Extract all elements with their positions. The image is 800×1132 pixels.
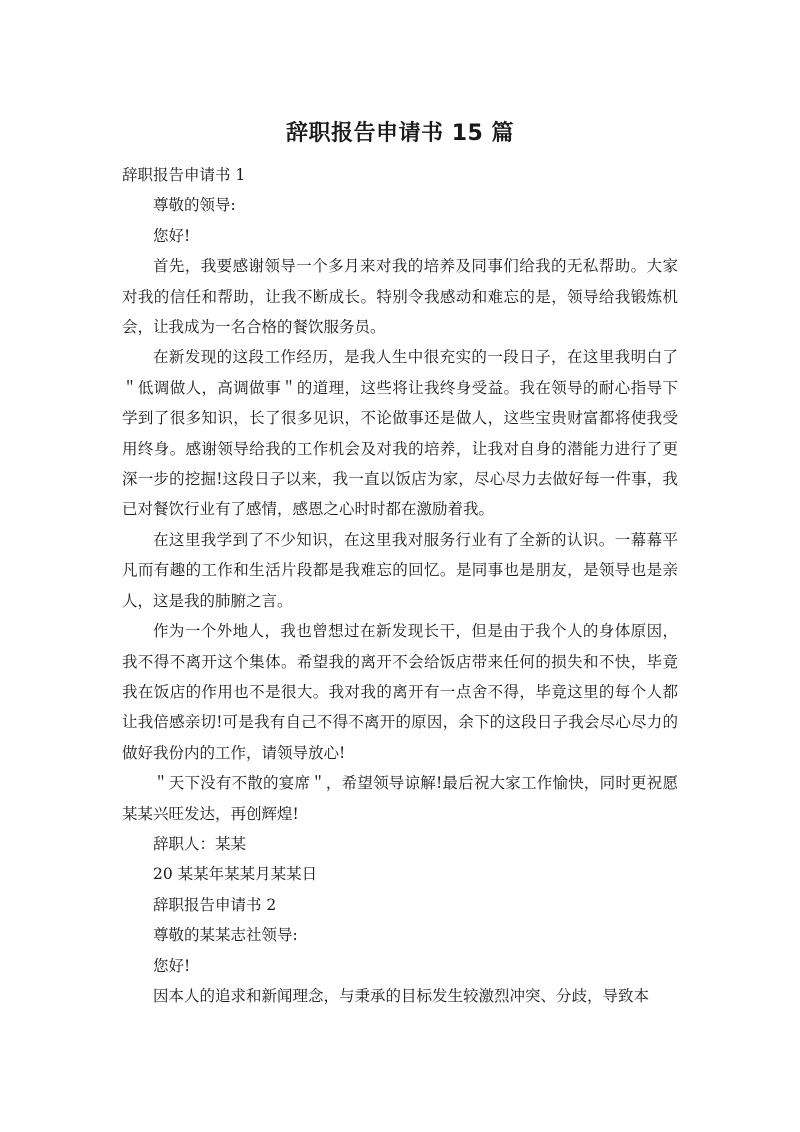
salutation: 尊敬的某某志社领导: (153, 926, 298, 945)
greeting: 您好! (153, 226, 191, 245)
greeting: 您好! (153, 956, 191, 975)
body-paragraph: 在这里我学到了不少知识，在这里我对服务行业有了全新的认识。一幕幕平凡而有趣的工作和生活片段都是我难忘的回忆。是同事也是朋友，是领导也是亲人，这是我的肺腑之言。 (122, 530, 678, 610)
document-body (122, 160, 678, 1011)
document-title: 辞职报告申请书 15 篇 (286, 121, 514, 146)
salutation: 尊敬的领导: (153, 196, 236, 215)
body-paragraph: 在新发现的这段工作经历，是我人生中很充实的一段日子，在这里我明白了＂低调做人，高调做事＂的道理，这些将让我终身受益。我在领导的耐心指导下学到了很多知识，长了很多见识，不论做事还是做人，这些宝贵财富都将使我受用终身。感谢领导给我的工作机会及对我的培养，让我对自身的潜能力进行了更深一步的挖掘!这段日子以来，我一直以饭店为家，尽心尽力去做好每一件事，我已对餐饮行业有了感情，感恩之心时时都在激励着我。 (122, 348, 678, 519)
date-line: 20 某某年某某月某某日 (153, 865, 318, 884)
section-heading: 辞职报告申请书 1 (122, 166, 246, 184)
body-paragraph: 因本人的追求和新闻理念，与秉承的目标发生较激烈冲突、分歧，导致本 (153, 986, 650, 1005)
body-paragraph: ＂天下没有不散的宴席＂，希望领导谅解!最后祝大家工作愉快，同时更祝愿某某兴旺发达，再创辉煌! (122, 774, 678, 823)
body-paragraph: 作为一个外地人，我也曾想过在新发现长干，但是由于我个人的身体原因，我不得不离开这个集体。希望我的离开不会给饭店带来任何的损失和不快，毕竟我在饭店的作用也不是很大。我对我的离开有一点舍不得，毕竟这里的每个人都让我倍感亲切!可是我有自己不得不离开的原因，余下的这段日子我会尽心尽力的做好我份内的工作，请领导放心! (122, 622, 678, 762)
body-paragraph: 首先，我要感谢领导一个多月来对我的培养及同事们给我的无私帮助。大家对我的信任和帮助，让我不断成长。特别令我感动和难忘的是，领导给我锻炼机会，让我成为一名合格的餐饮服务员。 (122, 257, 678, 337)
section-heading: 辞职报告申请书 2 (153, 895, 277, 914)
signature-line: 辞职人：某某 (153, 834, 247, 853)
